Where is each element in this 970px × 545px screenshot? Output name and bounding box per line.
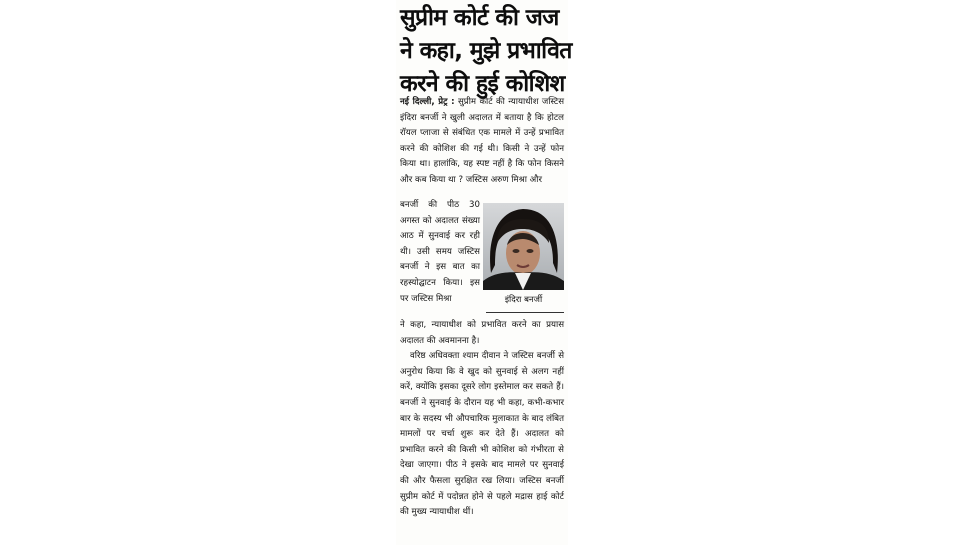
after-wrap-text: ने कहा, न्यायाधीश को प्रभावित करने का प्रयास अदालत की अवमानना है।	[400, 320, 564, 346]
portrait-image	[483, 203, 564, 290]
headline-line-2: ने कहा, मुझे प्रभावित	[400, 38, 572, 64]
article-headline	[400, 2, 572, 101]
headline-line-1: सुप्रीम कोर्ट की जज	[400, 5, 559, 31]
headline-line-3: करने की हुई कोशिश	[400, 71, 565, 97]
lead-text: सुप्रीम कोर्ट की न्यायाधीश जस्टिस इंदिरा बनर्जी ने खुली अदालत में बताया है कि होटल रॉयल प्लाजा से संबंधित एक मामले में उन्हें प्रभावित करने की कोशिश की गई थी। किसी ने उन्हें फोन किया था। हालांकि, यह स्पष्ट नहीं है कि फोन किसने और कब किया था ? जस्टिस अरुण मिश्रा और	[400, 97, 565, 185]
dateline: नई दिल्ली, प्रेट्र :	[400, 97, 455, 107]
article-lead	[400, 95, 564, 189]
justice-photo	[483, 203, 564, 290]
photo-caption: इंदिरा बनर्जी	[504, 295, 543, 305]
caption-rule	[486, 312, 564, 313]
wrapped-text: बनर्जी की पीठ 30 अगस्त को अदालत संख्या आठ में सुनवाई कर रही थी। उसी समय जस्टिस बनर्जी ने इस बात का रहस्योद्घाटन किया। इस पर जस्टिस मिश्रा	[400, 200, 480, 304]
paragraph-2: वरिष्ठ अधिवक्ता श्याम दीवान ने जस्टिस बनर्जी से अनुरोध किया कि वे खुद को सुनवाई से अलग नहीं करें, क्योंकि इसका दूसरे लोग इस्तेमाल कर सकते हैं। बनर्जी ने सुनवाई के दौरान यह भी कहा, कभी-कभार बार के सदस्य भी औपचारिक मुलाकात के बाद लंबित मामलों पर चर्चा शुरू कर देते हैं। अदालत को प्रभावित करने की किसी भी कोशिश को गंभीरता से देखा जाएगा। पीठ ने इसके बाद मामले पर सुनवाई की और फैसला सुरक्षित रख लिया। जस्टिस बनर्जी सुप्रीम कोर्ट में पदोन्नत होने से पहले मद्रास हाई कोर्ट की मुख्य न्यायाधीश थीं।	[400, 351, 564, 518]
article-body	[400, 318, 564, 521]
